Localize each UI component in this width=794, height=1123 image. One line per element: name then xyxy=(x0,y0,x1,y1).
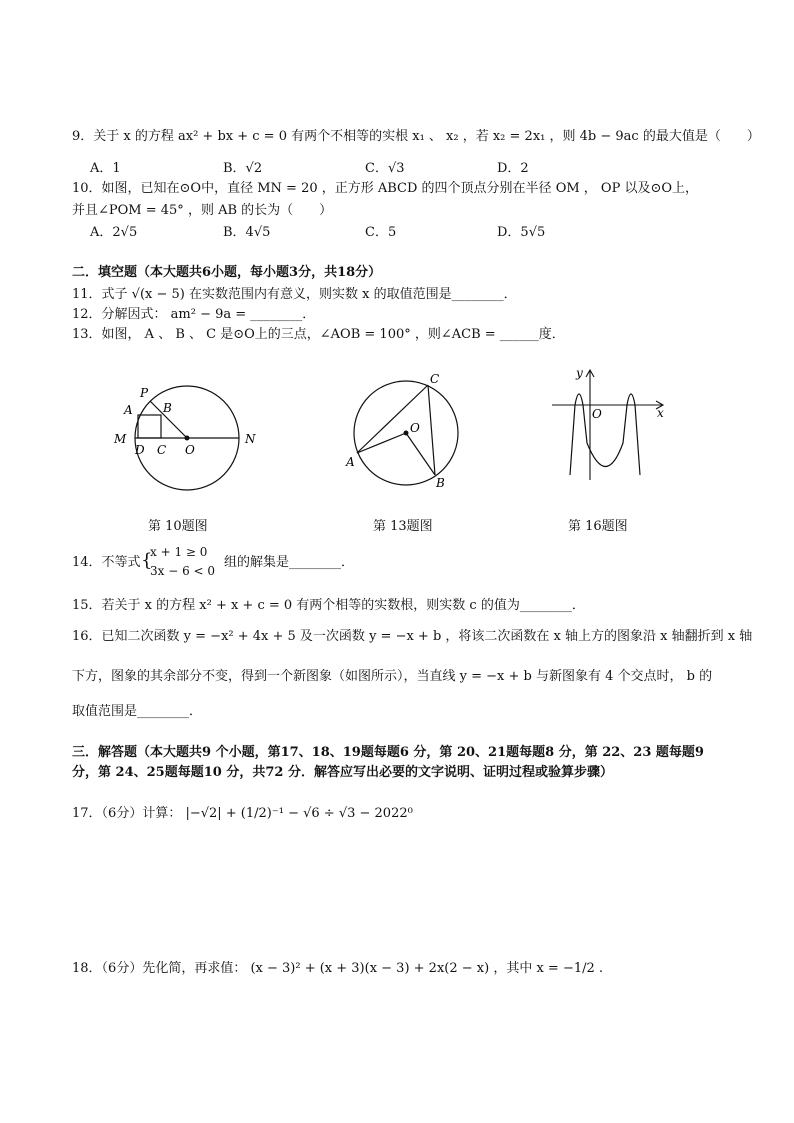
section-3-title-line1: 三．解答题（本大题共9 个小题，第17、18、19题每题6 分，第 20、21题每题8 分，第 22、23 题每题9 xyxy=(72,745,704,760)
q9-option-a: A．1 xyxy=(90,161,121,176)
q9-option-d: D．2 xyxy=(497,161,529,176)
q16-line3: 取值范围是________． xyxy=(72,704,203,719)
q10-line2: 并且∠POM = 45° ，则 AB 的长为（ ） xyxy=(72,203,333,218)
figure-13-caption: 第 13题图 xyxy=(373,519,433,534)
fig10-label-a: A xyxy=(124,403,133,417)
figure-10-caption: 第 10题图 xyxy=(148,519,208,534)
fig16-label-x: x xyxy=(657,406,664,420)
q10-option-d: D．5√5 xyxy=(497,225,546,240)
q15: 15．若关于 x 的方程 x² + x + c = 0 有两个相等的实数根，则实数 c 的值为________． xyxy=(72,598,585,613)
fig13-label-a: A xyxy=(346,455,355,469)
q14-inequality-1: x + 1 ≥ 0 xyxy=(150,545,208,559)
fig10-label-n: N xyxy=(245,432,256,446)
fig10-label-p: P xyxy=(140,386,149,400)
fig13-label-b: B xyxy=(436,476,445,490)
figure-13-diagram xyxy=(340,370,480,495)
fig16-label-y: y xyxy=(576,366,583,380)
q10-option-c: C．5 xyxy=(365,225,397,240)
figure-16-caption: 第 16题图 xyxy=(568,519,628,534)
q10-option-a: A．2√5 xyxy=(90,225,138,240)
fig13-label-o: O xyxy=(410,421,420,435)
q9-option-b: B．√2 xyxy=(223,161,263,176)
figure-16-diagram xyxy=(548,365,673,485)
q17: 17．（6分）计算： |−√2| + (1/2)⁻¹ − √6 ÷ √3 − 2022⁰ xyxy=(72,806,413,821)
q10-option-b: B．4√5 xyxy=(223,225,271,240)
q14-suffix: 组的解集是________． xyxy=(224,555,355,570)
q16-line2: 下方，图象的其余部分不变，得到一个新图象（如图所示），当直线 y = −x + b 与新图象有 4 个交点时， b 的 xyxy=(72,669,713,684)
fig10-label-c: C xyxy=(157,443,167,457)
section-2-title: 二．填空题（本大题共6小题，每小题3分，共18分） xyxy=(72,265,382,280)
q14-inequality-2: 3x − 6 < 0 xyxy=(150,564,216,578)
fig10-label-d: D xyxy=(135,443,145,457)
q11: 11．式子 √(x − 5) 在实数范围内有意义，则实数 x 的取值范围是________． xyxy=(72,287,517,302)
section-3-title-line2: 分，第 24、25题每题10 分，共72 分．解答应写出必要的文字说明、证明过程或验算步骤） xyxy=(72,765,613,780)
q10-line1: 10．如图，已知在⊙O中，直径 MN = 20 ，正方形 ABCD 的四个顶点分别在半径 OM ， OP 以及⊙O上， xyxy=(72,181,699,196)
fig10-label-b: B xyxy=(163,401,172,415)
q9-stem: 9．关于 x 的方程 ax² + bx + c = 0 有两个不相等的实根 x₁ 、 x₂ ，若 x₂ = 2x₁ ，则 4b − 9ac 的最大值是（ ） xyxy=(72,129,760,144)
q12: 12．分解因式： am² − 9a = ________． xyxy=(72,307,316,322)
q16-line1: 16．已知二次函数 y = −x² + 4x + 5 及一次函数 y = −x + b ，将该二次函数在 x 轴上方的图象沿 x 轴翻折到 x 轴 xyxy=(72,629,753,644)
fig13-label-c: C xyxy=(430,372,440,386)
q18: 18．（6分）先化简，再求值： (x − 3)² + (x + 3)(x − 3) + 2x(2 − x) ，其中 x = −1/2 . xyxy=(72,961,604,976)
fig10-label-o: O xyxy=(185,443,195,457)
figure-10-diagram xyxy=(105,380,275,505)
q14-brace: { xyxy=(141,550,153,571)
q14-prefix: 14．不等式 xyxy=(72,555,141,570)
q9-option-c: C．√3 xyxy=(365,161,405,176)
q13: 13．如图， A 、 B 、 C 是⊙O上的三点，∠AOB = 100° ，则∠ACB = ______度． xyxy=(72,327,565,342)
fig10-label-m: M xyxy=(114,432,127,446)
fig16-label-o: O xyxy=(592,407,602,421)
